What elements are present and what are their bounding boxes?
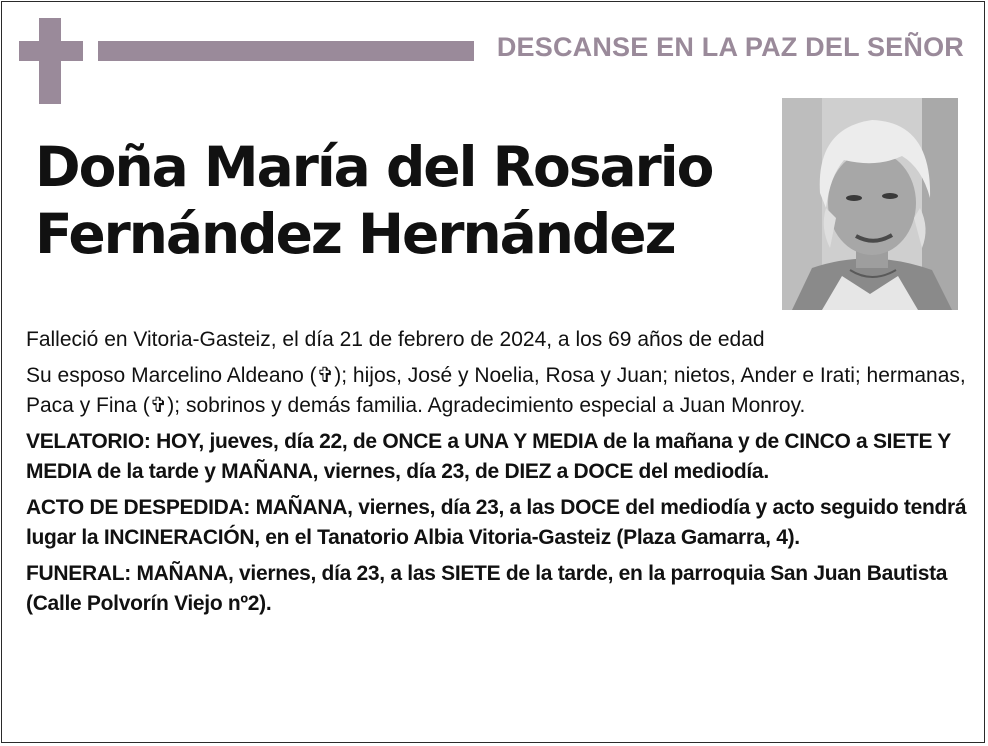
- header-divider-bar: [98, 41, 474, 61]
- death-paragraph: Falleció en Vitoria-Gasteiz, el día 21 de febrero de 2024, a los 69 años de edad: [26, 328, 765, 351]
- portrait-illustration: [782, 98, 958, 310]
- header-banner: DESCANSE EN LA PAZ DEL SEÑOR: [496, 32, 964, 62]
- velatorio-paragraph: VELATORIO: HOY, jueves, día 22, de ONCE a UNA Y MEDIA de la mañana y de CINCO a SIETE Y MEDIA de la tarde y MAÑANA, viernes, día 23, de DIEZ a DOCE del mediodía.: [26, 430, 951, 483]
- deceased-name: [35, 134, 775, 268]
- obituary-notice: [1, 1, 985, 743]
- funeral-paragraph: FUNERAL: MAÑANA, viernes, día 23, a las SIETE de la tarde, en la parroquia San Juan Bautista (Calle Polvorín Viejo nº2).: [26, 562, 948, 615]
- deceased-name-line2: Fernández Hernández: [35, 202, 675, 266]
- despedida-paragraph: ACTO DE DESPEDIDA: MAÑANA, viernes, día 23, a las DOCE del mediodía y acto seguido tendrá lugar la INCINERACIÓN, en el Tanatorio Albia Vitoria-Gasteiz (Plaza Gamarra, 4).: [26, 496, 967, 549]
- family-paragraph: Su esposo Marcelino Aldeano (✞); hijos, José y Noelia, Rosa y Juan; nietos, Ander e Irati; hermanas, Paca y Fina (✞); sobrinos y demás familia. Agradecimiento especial a Juan Monroy.: [26, 364, 966, 417]
- portrait-photo: [782, 98, 958, 310]
- cross-icon: [19, 18, 83, 104]
- deceased-name-line1: Doña María del Rosario: [35, 135, 713, 199]
- notice-body: [26, 325, 972, 625]
